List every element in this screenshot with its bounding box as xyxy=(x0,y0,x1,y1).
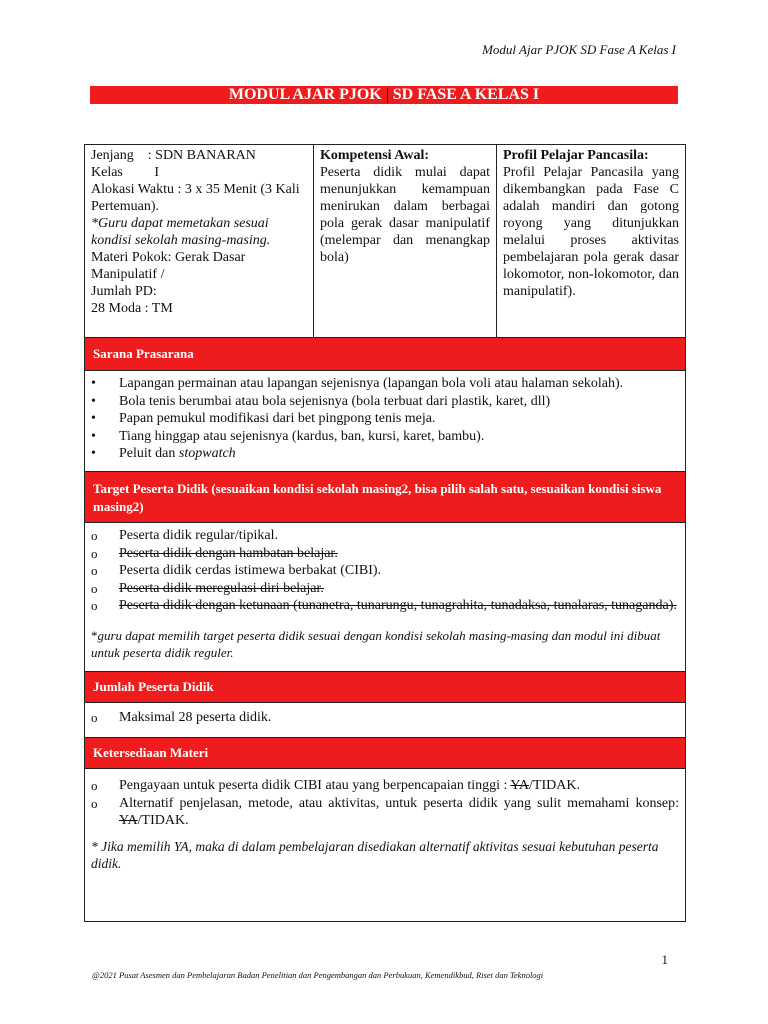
kompetensi-text: Peserta didik mulai dapat menunjukkan kemampuan menirukan dalam berbagai pola gerak dasar manipulatif (melempar dan menangkap bola) xyxy=(320,165,490,265)
jumlah-heading: Jumlah Peserta Didik xyxy=(85,672,686,703)
kompetensi-cell xyxy=(314,145,497,338)
list-item: o Maksimal 28 peserta didik. xyxy=(91,709,679,727)
running-header: Modul Ajar PJOK SD Fase A Kelas I xyxy=(482,42,676,57)
jumlah-body xyxy=(85,703,686,738)
target-note-end: . xyxy=(230,644,234,660)
target-list xyxy=(91,527,679,615)
materi-heading: Ketersediaan Materi xyxy=(85,738,686,769)
document-title xyxy=(90,86,678,104)
footer-copyright: @2021 Pusat Asesmen dan Pembelajaran Badan Penelitian dan Pengembangan dan Perbukuan, Kemendikbud, Riset dan Teknologi xyxy=(92,970,544,980)
identity-row xyxy=(85,145,686,338)
materi-item1-prefix: Pengayaan untuk peserta didik CIBI atau yang berpencapaian tinggi : xyxy=(119,778,511,793)
materi-item1-struck: YA xyxy=(510,778,530,793)
sarana-last-italic: stopwatch xyxy=(178,446,236,462)
list-item: o Peserta didik cerdas istimewa berbakat (CIBI). xyxy=(91,562,679,580)
materi-item2-suffix: /TIDAK. xyxy=(137,813,189,829)
identity-cell xyxy=(85,145,314,338)
jumlah-list xyxy=(91,709,679,727)
profil-cell xyxy=(497,145,686,338)
list-item: • Lapangan permainan atau lapangan sejenisnya (lapangan bola voli atau halaman sekolah). xyxy=(91,375,679,393)
text-cursor xyxy=(387,88,388,103)
list-item: • Papan pemukul modifikasi dari bet pingpong tenis meja. xyxy=(91,410,679,428)
identity-line-moda: 28 Moda : TM xyxy=(91,301,173,316)
list-item xyxy=(91,795,679,830)
materi-item2-prefix: Alternatif penjelasan, metode, atau aktivitas, untuk peserta didik yang sulit memahami konsep: xyxy=(119,795,679,811)
profil-heading: Profil Pelajar Pancasila: xyxy=(503,148,649,163)
profil-text: Profil Pelajar Pancasila yang dikembangkan pada Fase C adalah mandiri dan gotong royong yang ditunjukkan melalui proses aktivitas pembelajaran pola gerak dasar lokomotor, non-lokomotor, dan manipulatif). xyxy=(503,165,679,299)
page-number: 1 xyxy=(661,952,668,967)
target-heading xyxy=(85,472,686,523)
target-note-text: guru dapat memilih target peserta didik sesuai dengan kondisi sekolah masing-masing dan modul ini dibuat untuk peserta didik reguler xyxy=(91,627,661,660)
identity-line-jumlah: Jumlah PD: xyxy=(91,284,157,299)
list-item: • Bola tenis berumbai atau bola sejenisnya (bola terbuat dari plastik, karet, dll) xyxy=(91,393,679,411)
module-table xyxy=(84,144,686,922)
sarana-heading: Sarana Prasarana xyxy=(85,338,686,371)
sarana-body xyxy=(85,371,686,472)
kompetensi-heading: Kompetensi Awal: xyxy=(320,148,430,163)
list-item: o Peserta didik regular/tipikal. xyxy=(91,527,679,545)
identity-line-kelas: Kelas I xyxy=(91,165,160,180)
list-item xyxy=(91,777,679,795)
materi-item1-suffix: /TIDAK. xyxy=(529,778,580,793)
identity-note: *Guru dapat memetakan sesuai kondisi sekolah masing-masing. xyxy=(91,216,271,248)
materi-item2-struck: YA xyxy=(119,813,138,829)
materi-body xyxy=(85,769,686,922)
target-note-star: * xyxy=(91,627,98,643)
identity-line-materi: Materi Pokok: Gerak Dasar Manipulatif / xyxy=(91,250,246,282)
target-heading-text: Target Peserta Didik (sesuaikan kondisi sekolah masing2, bisa pilih salah satu, sesuaikan kondisi siswa masing2) xyxy=(93,481,662,514)
list-item xyxy=(91,445,679,463)
title-part-2: SD FASE A KELAS I xyxy=(392,86,540,103)
list-item: o Peserta didik dengan hambatan belajar. xyxy=(91,545,679,563)
sarana-last-prefix: Peluit dan xyxy=(119,446,179,462)
identity-line-jenjang: Jenjang : SDN BANARAN xyxy=(91,148,256,163)
materi-note: * Jika memilih YA, maka di dalam pembelajaran disediakan alternatif aktivitas sesuai kebutuhan peserta didik. xyxy=(91,838,659,871)
list-item: o Peserta didik meregulasi diri belajar. xyxy=(91,580,679,598)
materi-list xyxy=(91,777,679,830)
sarana-list xyxy=(91,375,679,463)
list-item: • Tiang hinggap atau sejenisnya (kardus, ban, kursi, karet, bambu). xyxy=(91,428,679,446)
title-part-1: MODUL AJAR PJOK xyxy=(228,86,382,103)
target-body xyxy=(85,523,686,672)
target-note xyxy=(91,627,679,661)
list-item: o Peserta didik dengan ketunaan (tunanetra, tunarungu, tunagrahita, tunadaksa, tunalaras, tunaganda). xyxy=(91,597,679,615)
identity-line-alokasi: Alokasi Waktu : 3 x 35 Menit (3 Kali Pertemuan). xyxy=(91,182,300,214)
